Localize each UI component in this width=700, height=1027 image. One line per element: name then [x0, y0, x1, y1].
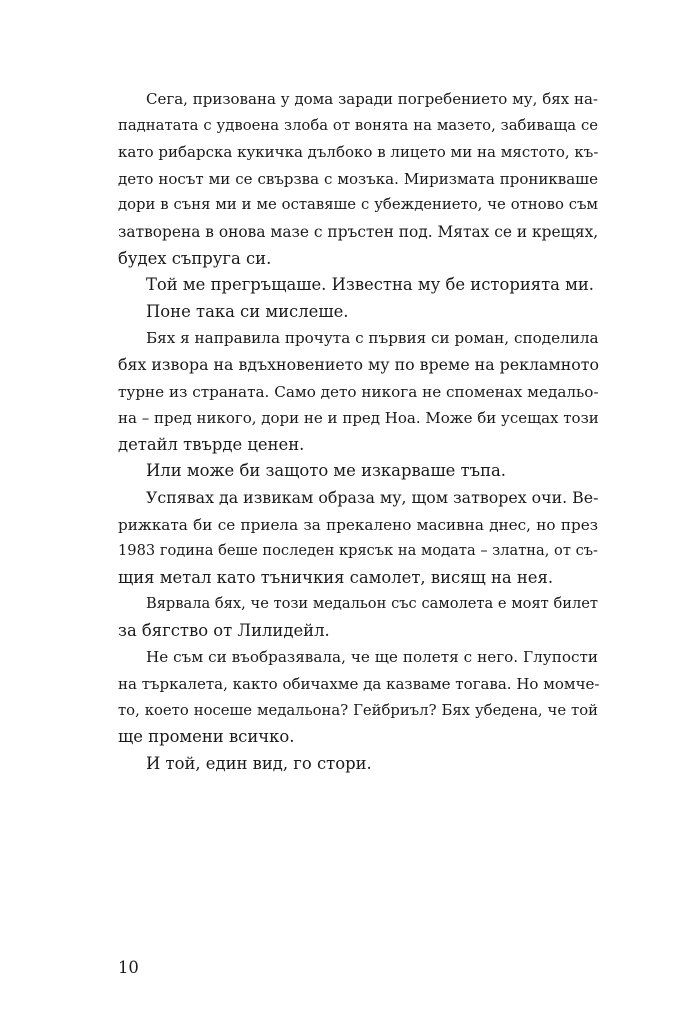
- text-line: Поне така си мислеше.: [146, 301, 349, 321]
- paragraph: [118, 325, 598, 458]
- body-text: [118, 86, 598, 777]
- paragraph: [118, 458, 598, 485]
- text-line: Или може би защото ме изкарваше тъпа.: [146, 461, 506, 481]
- paragraph: [118, 86, 598, 272]
- text-line: Бях я направила прочута с първия си роман, споделила: [146, 329, 599, 348]
- text-line: бях извора на вдъхновението му по време на рекламното: [118, 354, 600, 374]
- text-line: И той, един вид, го стори.: [146, 753, 372, 773]
- page-number: 10: [118, 958, 139, 977]
- text-line: затворена в онова мазе с пръстен под. Мятах се и крещях,: [118, 222, 599, 241]
- text-line: паднатата с удвоена злоба от вонята на мазето, забиваща се: [118, 116, 598, 134]
- paragraph: [118, 644, 598, 750]
- text-line: като рибарска кукичка дълбоко в лицето ми на мястото, къ-: [118, 143, 599, 162]
- text-line: Успявах да извикам образа му, щом затворех очи. Ве-: [146, 487, 599, 507]
- text-line: 1983 година беше последен крясък на модата – златна, от съ-: [118, 542, 598, 560]
- paragraph: [118, 272, 598, 299]
- paragraph: [118, 299, 598, 326]
- text-line: ще промени всичко.: [118, 727, 295, 747]
- text-line: щия метал като тъничкия самолет, висящ на нея.: [118, 567, 554, 587]
- paragraph: [118, 591, 598, 644]
- paragraph: [118, 751, 598, 778]
- text-line: турне из страната. Само дето никога не споменах медальо-: [118, 382, 599, 401]
- text-line: Сега, призована у дома заради погребението му, бях на-: [146, 90, 598, 108]
- text-line: на търкалета, както обичахме да казваме тогава. Но момче-: [118, 675, 600, 694]
- text-line: за бягство от Лилидейл.: [118, 620, 330, 640]
- paragraph: [118, 485, 598, 591]
- text-line: то, което носеше медальона? Гейбриъл? Бях убедена, че той: [118, 701, 598, 719]
- text-line: дето носът ми се свързва с мозъка. Миризмата проникваше: [118, 169, 598, 188]
- text-line: Вярвала бях, че този медальон със самолета е моят билет: [146, 595, 598, 613]
- text-line: дори в съня ми и ме оставяше с убеждението, че отново съм: [118, 196, 598, 214]
- text-line: будех съпруга си.: [118, 248, 272, 268]
- text-line: Не съм си въобразявала, че ще полетя с него. Глупости: [146, 648, 598, 667]
- text-line: Той ме прегръщаше. Известна му бе историята ми.: [146, 275, 595, 295]
- text-line: рижката би се приела за прекалено масивна днес, но през: [118, 515, 598, 534]
- text-line: детайл твърде ценен.: [118, 434, 305, 454]
- text-line: на – пред никого, дори не и пред Ноа. Може би усещах този: [118, 409, 599, 428]
